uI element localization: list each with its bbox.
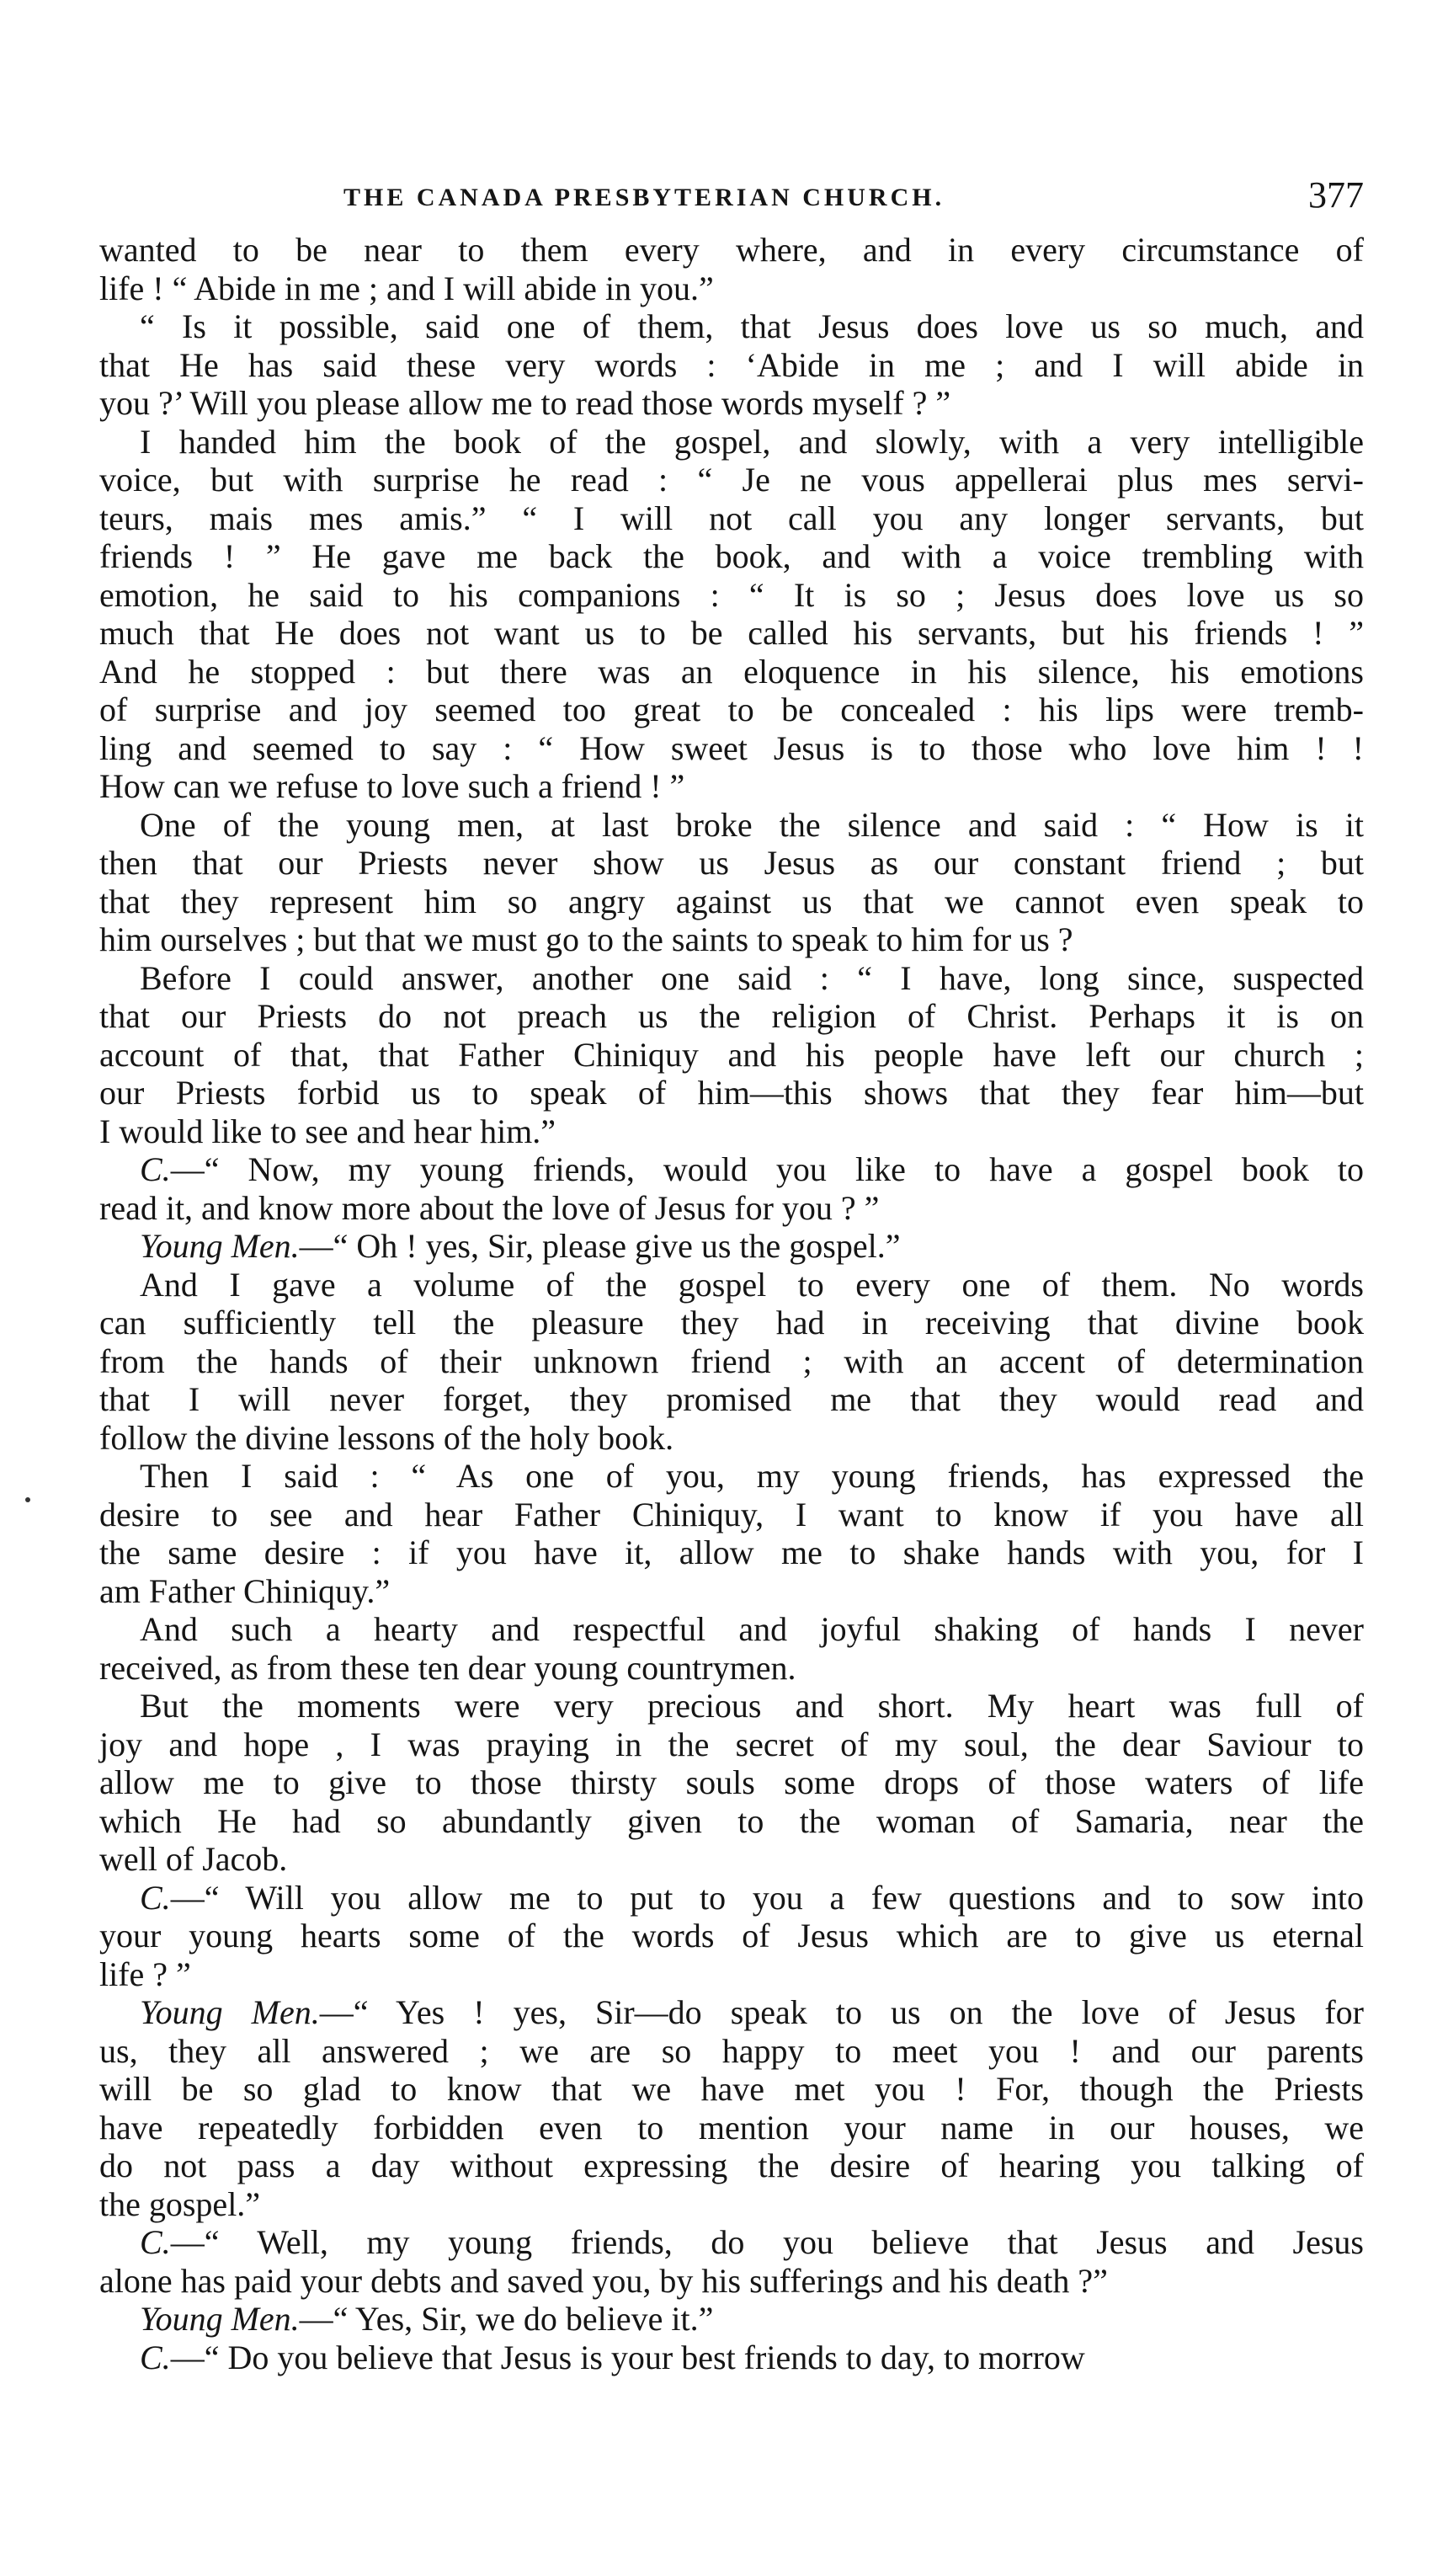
- text-line: [99, 2109, 1364, 2147]
- line-text: And such a hearty and respectful and joyful shaking of hands I never: [140, 1610, 1364, 1648]
- text-line: [99, 2262, 1364, 2301]
- text-line: [99, 1993, 1364, 2032]
- page-header: [99, 168, 1364, 227]
- line-text: am Father Chiniquy.”: [99, 1571, 391, 1610]
- text-line: [99, 384, 1364, 423]
- line-text: that I will never forget, they promised me that they would read and: [99, 1380, 1364, 1418]
- text-line: [99, 920, 1364, 959]
- line-text: the same desire : if you have it, allow me to shake hands with you, for I: [99, 1533, 1364, 1571]
- line-text: follow the divine lessons of the holy book.: [99, 1418, 674, 1457]
- text-line: [99, 1189, 1364, 1228]
- body-text: [99, 231, 1364, 2376]
- text-line: [99, 1649, 1364, 1688]
- text-line: [99, 2339, 1364, 2377]
- text-line: [99, 1457, 1364, 1496]
- running-title: THE CANADA PRESBYTERIAN CHURCH.: [343, 184, 945, 211]
- line-text: the gospel.”: [99, 2184, 261, 2223]
- line-text: And he stopped : but there was an eloquence in his silence, his emotions: [99, 652, 1364, 691]
- line-text: will be so glad to know that we have met you ! For, though the Priests: [99, 2070, 1364, 2108]
- page-number: 377: [1308, 174, 1364, 216]
- line-text: I would like to see and hear him.”: [99, 1112, 556, 1150]
- text-line: [99, 1802, 1364, 1841]
- line-text: One of the young men, at last broke the silence and said : “ How is it: [140, 805, 1364, 844]
- line-text: much that He does not want us to be called his servants, but his friends ! ”: [99, 614, 1364, 652]
- line-text: “ Is it possible, said one of them, that Jesus does love us so much, and: [140, 307, 1364, 345]
- line-text: life ? ”: [99, 1955, 191, 1993]
- line-text: teurs, mais mes amis.” “ I will not call you any longer servants, but: [99, 499, 1364, 537]
- line-text: account of that, that Father Chiniquy and his people have left our church ;: [99, 1035, 1364, 1074]
- text-line: [99, 2070, 1364, 2109]
- line-text: read it, and know more about the love of Jesus for you ? ”: [99, 1188, 880, 1227]
- line-text: can sufficiently tell the pleasure they had in receiving that divine book: [99, 1304, 1364, 1341]
- line-text: Before I could answer, another one said : “ I have, long since, suspected: [140, 958, 1364, 997]
- line-text: have repeatedly forbidden even to mention your name in our houses, we: [99, 2108, 1364, 2147]
- text-line: [99, 1227, 1364, 1266]
- line-text: —“ Now, my young friends, would you like to have a gospel book to: [170, 1150, 1364, 1188]
- text-line: [99, 1036, 1364, 1075]
- line-text: allow me to give to those thirsty souls some drops of those waters of life: [99, 1763, 1364, 1801]
- line-text: friends ! ” He gave me back the book, and with a voice trembling with: [99, 537, 1364, 575]
- line-text: I handed him the book of the gospel, and slowly, with a very intelligible: [140, 422, 1364, 461]
- line-text: you ?’ Will you please allow me to read those words myself ? ”: [99, 384, 951, 422]
- line-text: then that our Priests never show us Jesus as our constant friend ; but: [99, 844, 1364, 882]
- text-line: [99, 1074, 1364, 1112]
- text-line: [99, 1879, 1364, 1917]
- text-line: [99, 461, 1364, 499]
- text-line: [99, 653, 1364, 691]
- text-line: [99, 2185, 1364, 2224]
- text-line: [99, 1687, 1364, 1725]
- line-text: desire to see and hear Father Chiniquy, I want to know if you have all: [99, 1495, 1364, 1533]
- text-line: [99, 691, 1364, 729]
- line-text: from the hands of their unknown friend ; with an accent of determination: [99, 1341, 1364, 1380]
- line-text: —“ Yes ! yes, Sir—do speak to us on the love of Jesus for: [319, 1993, 1364, 2031]
- line-text: well of Jacob.: [99, 1840, 288, 1878]
- line-text: And I gave a volume of the gospel to every one of them. No words: [140, 1265, 1364, 1304]
- line-text: —“ Will you allow me to put to you a few questions and to sow into: [170, 1878, 1364, 1917]
- line-text: joy and hope , I was praying in the secret of my soul, the dear Saviour to: [99, 1725, 1364, 1763]
- text-line: [99, 231, 1364, 269]
- text-line: [99, 2300, 1364, 2339]
- text-line: [99, 997, 1364, 1036]
- line-text: ling and seemed to say : “ How sweet Jesus is to those who love him ! !: [99, 728, 1364, 767]
- line-text: him ourselves ; but that we must go to the saints to speak to him for us ?: [99, 920, 1073, 958]
- text-line: [99, 307, 1364, 346]
- text-line: [99, 1266, 1364, 1304]
- text-line: [99, 1955, 1364, 1994]
- speaker-label: C.: [140, 2338, 171, 2376]
- text-line: [99, 269, 1364, 308]
- text-line: [99, 1150, 1364, 1189]
- line-text: alone has paid your debts and saved you, by his sufferings and his death ?”: [99, 2261, 1108, 2300]
- speaker-label: Young Men.: [140, 1993, 320, 2031]
- line-text: us, they all answered ; we are so happy to meet you ! and our parents: [99, 2031, 1364, 2070]
- text-line: [99, 1342, 1364, 1381]
- line-text: that our Priests do not preach us the religion of Christ. Perhaps it is on: [99, 997, 1364, 1035]
- speaker-label: C.: [140, 2223, 171, 2261]
- line-text: —“ Oh ! yes, Sir, please give us the gospel.”: [299, 1227, 901, 1265]
- line-text: life ! “ Abide in me ; and I will abide in you.”: [99, 269, 714, 307]
- line-text: our Priests forbid us to speak of him—this shows that they fear him—but: [99, 1074, 1364, 1112]
- text-line: [99, 576, 1364, 615]
- text-line: [99, 1572, 1364, 1611]
- text-line: [99, 959, 1364, 998]
- line-text: Then I said : “ As one of you, my young friends, has expressed the: [140, 1457, 1364, 1495]
- book-page: [99, 168, 1364, 2376]
- line-text: received, as from these ten dear young countrymen.: [99, 1648, 796, 1687]
- text-line: [99, 1610, 1364, 1649]
- text-line: [99, 883, 1364, 921]
- text-line: [99, 806, 1364, 845]
- text-line: [99, 537, 1364, 576]
- text-line: [99, 1917, 1364, 1955]
- text-line: [99, 1496, 1364, 1534]
- text-line: [99, 729, 1364, 768]
- line-text: But the moments were very precious and short. My heart was full of: [140, 1687, 1364, 1725]
- line-text: —“ Well, my young friends, do you believe that Jesus and Jesus: [170, 2223, 1364, 2261]
- line-text: How can we refuse to love such a friend ! ”: [99, 767, 685, 805]
- line-text: emotion, he said to his companions : “ It is so ; Jesus does love us so: [99, 575, 1364, 614]
- line-text: that they represent him so angry against us that we cannot even speak to: [99, 882, 1364, 920]
- text-line: [99, 1533, 1364, 1572]
- text-line: [99, 1840, 1364, 1879]
- text-line: [99, 767, 1364, 806]
- text-line: [99, 1725, 1364, 1764]
- speaker-label: Young Men.: [140, 2300, 300, 2338]
- speaker-label: C.: [140, 1150, 171, 1188]
- text-line: [99, 1380, 1364, 1419]
- line-text: that He has said these very words : ‘Abide in me ; and I will abide in: [99, 345, 1364, 384]
- text-line: [99, 1763, 1364, 1802]
- line-text: of surprise and joy seemed too great to be concealed : his lips were tremb-: [99, 691, 1364, 728]
- line-text: —“ Yes, Sir, we do believe it.”: [299, 2300, 714, 2338]
- text-line: [99, 2147, 1364, 2185]
- text-line: [99, 2032, 1364, 2071]
- line-text: which He had so abundantly given to the woman of Samaria, near the: [99, 1801, 1364, 1840]
- text-line: [99, 423, 1364, 461]
- text-line: [99, 1112, 1364, 1151]
- line-text: your young hearts some of the words of Jesus which are to give us eternal: [99, 1917, 1364, 1955]
- line-text: wanted to be near to them every where, and in every circumstance of: [99, 231, 1364, 269]
- line-text: do not pass a day without expressing the desire of hearing you talking of: [99, 2147, 1364, 2184]
- text-line: [99, 346, 1364, 385]
- text-line: [99, 614, 1364, 653]
- text-line: [99, 499, 1364, 538]
- speaker-label: C.: [140, 1878, 171, 1917]
- text-line: [99, 1304, 1364, 1342]
- speaker-label: Young Men.: [140, 1227, 300, 1265]
- text-line: [99, 1419, 1364, 1458]
- line-text: —“ Do you believe that Jesus is your best friends to day, to morrow: [170, 2338, 1085, 2376]
- text-line: [99, 2223, 1364, 2262]
- line-text: voice, but with surprise he read : “ Je ne vous appellerai plus mes servi-: [99, 461, 1364, 499]
- text-line: [99, 844, 1364, 883]
- print-speck: [25, 1497, 30, 1502]
